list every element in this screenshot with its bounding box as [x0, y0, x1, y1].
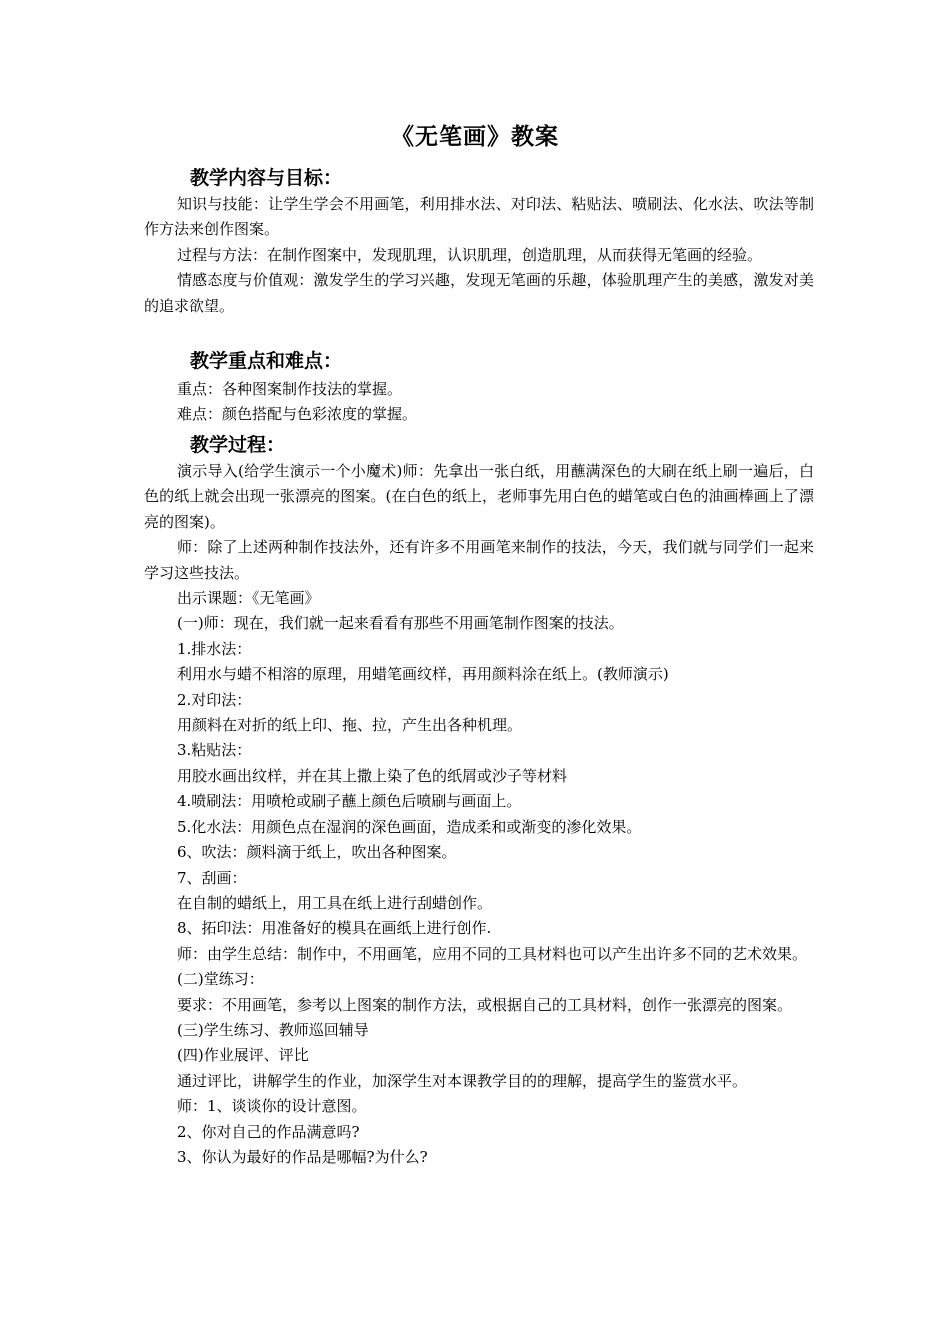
process-topic: 出示课题：《无笔画》	[177, 589, 320, 608]
section-heading-objectives: 教学内容与目标：	[190, 167, 343, 189]
question-1: 师：1、谈谈你的设计意图。	[177, 1097, 367, 1116]
question-2: 2、你对自己的作品满意吗?	[177, 1122, 360, 1141]
section-heading-keypoints: 教学重点和难点：	[190, 350, 343, 372]
method-3-title: 3.粘贴法：	[177, 741, 252, 760]
method-6: 6、吹法：颜料滴于纸上，吹出各种图案。	[177, 843, 457, 862]
section-heading-process: 教学过程：	[190, 434, 286, 456]
document-title: 《无笔画》教案	[391, 124, 559, 150]
method-8: 8、拓印法：用准备好的模具在画纸上进行创作.	[177, 919, 492, 938]
process-body	[144, 459, 814, 1170]
process-teacher-remark: 师：除了上述两种制作技法外，还有许多不用画笔来制作的技法，今天，我们就与同学们一起来学习这些技法。	[144, 538, 814, 582]
method-2-desc: 用颜料在对折的纸上印、拖、拉，产生出各种机理。	[177, 716, 523, 735]
process-intro: 演示导入(给学生演示一个小魔术)师：先拿出一张白纸，用蘸满深色的大刷在纸上刷一遍后，白色的纸上就会出现一张漂亮的图案。(在白色的纸上，老师事先用白色的蜡笔或白色的油画棒画上了漂亮的图案)。	[144, 462, 814, 531]
keypoints-body	[144, 377, 814, 428]
objective-knowledge: 知识与技能：让学生学会不用画笔，利用排水法、对印法、粘贴法、喷刷法、化水法、吹法等制作方法来创作图案。	[144, 195, 814, 239]
process-step-3: (三)学生练习、教师巡回辅导	[177, 1020, 369, 1039]
keypoint-key: 重点：各种图案制作技法的掌握。	[177, 380, 403, 398]
method-1-title: 1.排水法：	[177, 639, 252, 658]
process-requirement: 要求：不用画笔，参考以上图案的制作方法，或根据自己的工具材料，创作一张漂亮的图案。	[177, 995, 793, 1014]
process-review: 通过评比，讲解学生的作业，加深学生对本课教学目的的理解，提高学生的鉴赏水平。	[177, 1071, 748, 1090]
method-7-desc: 在自制的蜡纸上，用工具在纸上进行刮蜡创作。	[177, 893, 493, 912]
method-5: 5.化水法：用颜色点在湿润的深色画面，造成柔和或渐变的渗化效果。	[177, 817, 642, 836]
process-summary: 师：由学生总结：制作中，不用画笔，应用不同的工具材料也可以产生出许多不同的艺术效果。	[177, 944, 808, 963]
keypoint-difficulty: 难点：颜色搭配与色彩浓度的掌握。	[177, 405, 418, 424]
objective-process: 过程与方法：在制作图案中，发现肌理，认识肌理，创造肌理，从而获得无笔画的经验。	[177, 245, 763, 264]
process-step-4: (四)作业展评、评比	[177, 1046, 309, 1065]
process-step-1: (一)师：现在，我们就一起来看看有那些不用画笔制作图案的技法。	[177, 614, 624, 633]
objectives-body	[144, 192, 814, 319]
process-step-2: (二)堂练习：	[177, 970, 264, 989]
question-3: 3、你认为最好的作品是哪幅?为什么?	[177, 1147, 428, 1166]
method-1-desc: 利用水与蜡不相溶的原理，用蜡笔画纹样，再用颜料涂在纸上。(教师演示)	[177, 665, 669, 684]
method-3-desc: 用胶水画出纹样，并在其上撒上染了色的纸屑或沙子等材料	[177, 766, 568, 785]
method-2-title: 2.对印法：	[177, 690, 252, 709]
method-7-title: 7、刮画：	[177, 868, 247, 887]
method-4: 4.喷刷法：用喷枪或刷子蘸上颜色后喷刷与画面上。	[177, 792, 522, 811]
objective-emotion: 情感态度与价值观：激发学生的学习兴趣，发现无笔画的乐趣，体验肌理产生的美感，激发对美的追求欲望。	[144, 271, 814, 315]
